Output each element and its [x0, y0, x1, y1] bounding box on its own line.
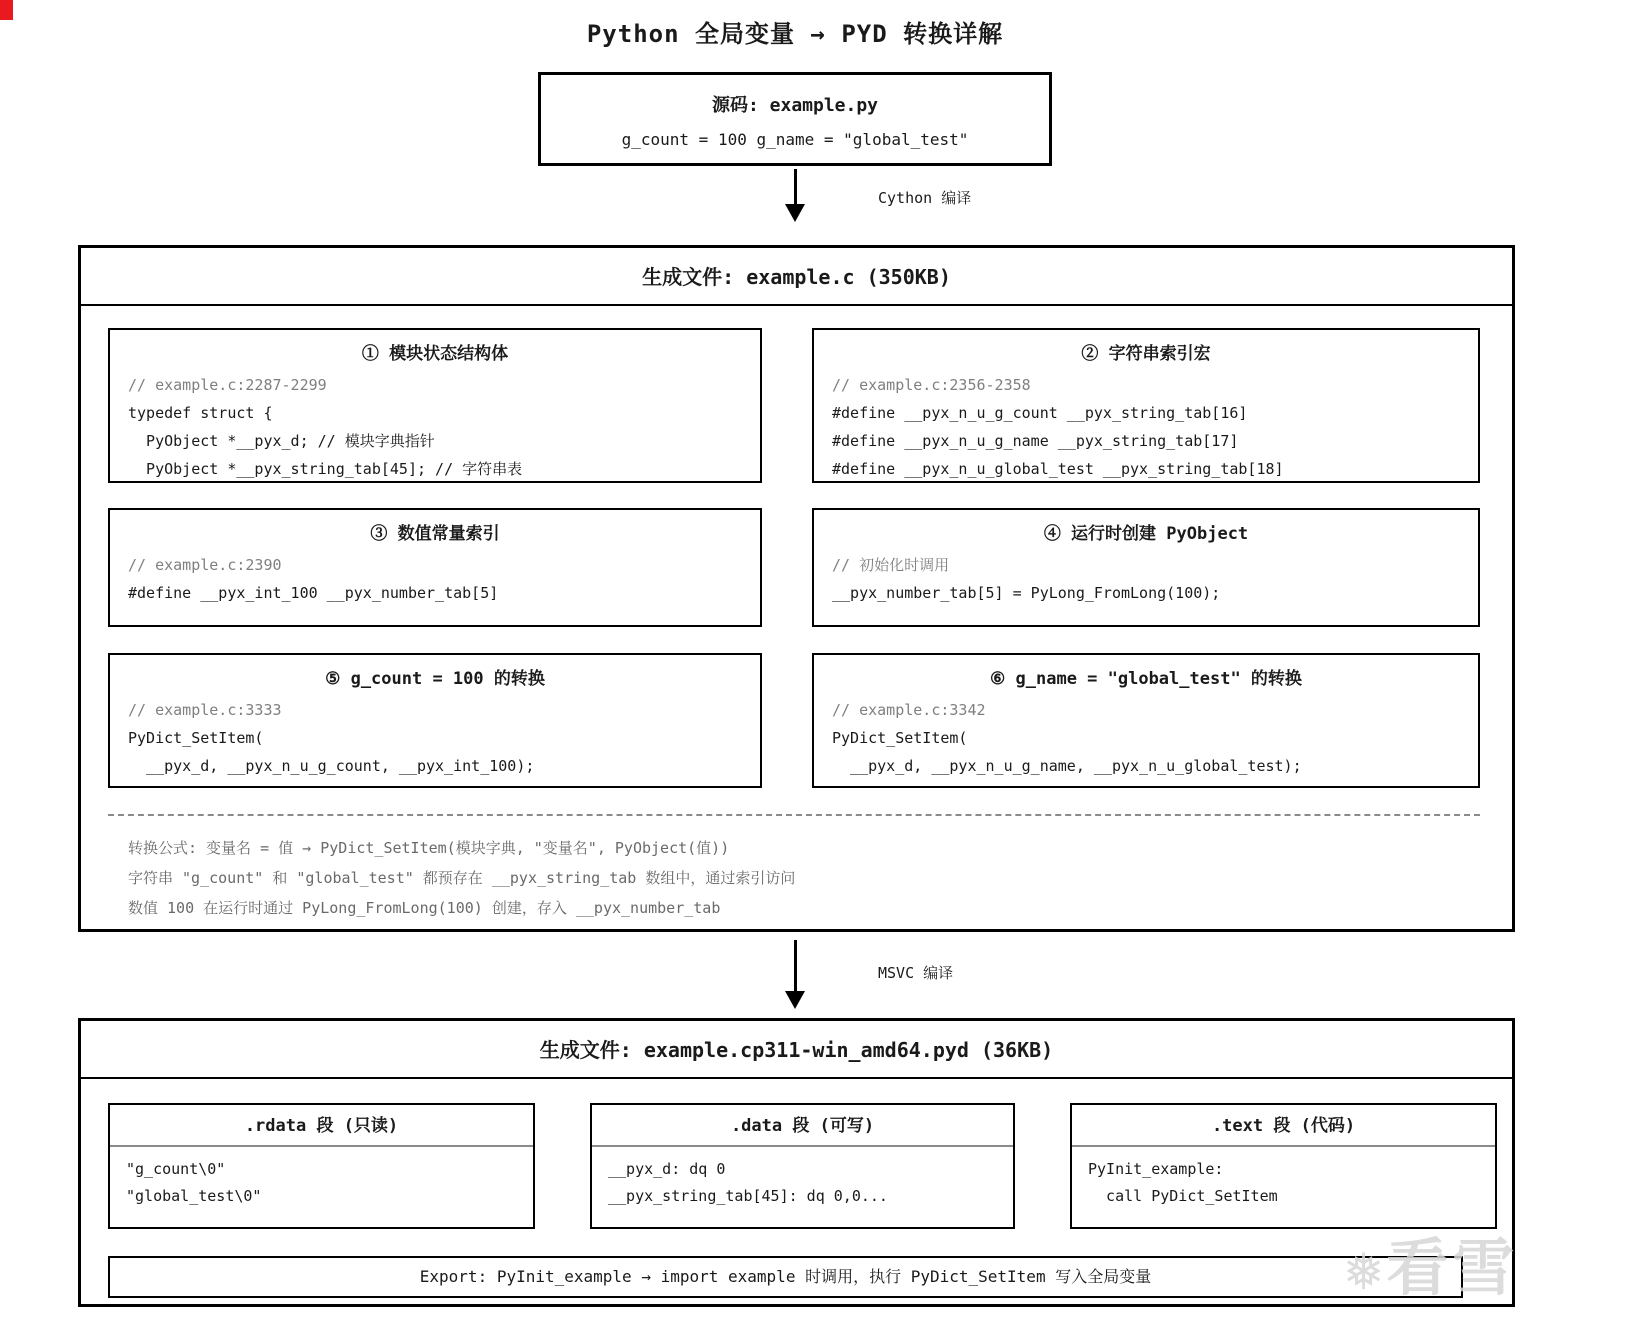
code-line: __pyx_d, __pyx_n_u_g_name, __pyx_n_u_global_test); — [832, 757, 1302, 775]
code-line: PyDict_SetItem( — [832, 729, 968, 747]
source-box-title: 源码: example.py — [711, 95, 879, 116]
subbox-title: ① 模块状态结构体 — [361, 344, 509, 364]
down-arrow-head-icon — [785, 204, 805, 222]
c-file-title: 生成文件: example.c (350KB) — [81, 248, 1512, 306]
down-arrow-icon — [794, 169, 797, 205]
code-line: PyObject *__pyx_d; // 模块字典指针 — [128, 432, 435, 450]
pyd-file-title: 生成文件: example.cp311-win_amd64.pyd (36KB) — [81, 1021, 1512, 1079]
runtime-pyobject-box — [812, 508, 1480, 627]
data-section-box — [590, 1103, 1015, 1229]
code-line: #define __pyx_int_100 __pyx_number_tab[5] — [128, 584, 499, 602]
pyd-file-box — [78, 1018, 1515, 1307]
section-title: .text 段 (代码) — [1072, 1105, 1495, 1147]
dashed-divider — [108, 814, 1480, 816]
section-line: __pyx_string_tab[45]: dq 0,0... — [608, 1187, 888, 1205]
source-box — [538, 72, 1052, 166]
code-comment: // example.c:2356-2358 — [832, 376, 1031, 394]
number-const-index-box — [108, 508, 762, 627]
section-line: call PyDict_SetItem — [1088, 1187, 1278, 1205]
source-code-line: g_count = 100 g_name = "global_test" — [621, 130, 969, 149]
c-file-box — [78, 245, 1515, 932]
section-line: PyInit_example: — [1088, 1160, 1224, 1178]
code-line: typedef struct { — [128, 404, 273, 422]
code-line: PyObject *__pyx_string_tab[45]; // 字符串表 — [128, 460, 523, 478]
code-comment: // example.c:2390 — [128, 556, 282, 574]
code-line: #define __pyx_n_u_global_test __pyx_string_tab[18] — [832, 460, 1284, 478]
subbox-title: ⑤ g_count = 100 的转换 — [325, 669, 545, 689]
g-count-conversion-box — [108, 653, 762, 788]
code-line: #define __pyx_n_u_g_name __pyx_string_tab[17] — [832, 432, 1239, 450]
code-line: __pyx_d, __pyx_n_u_g_count, __pyx_int_100); — [128, 757, 535, 775]
subbox-title: ③ 数值常量索引 — [370, 524, 500, 544]
subbox-title: ⑥ g_name = "global_test" 的转换 — [990, 669, 1302, 689]
code-line: #define __pyx_n_u_g_count __pyx_string_tab[16] — [832, 404, 1248, 422]
section-line: "g_count\0" — [126, 1160, 226, 1178]
code-line: __pyx_number_tab[5] = PyLong_FromLong(100); — [832, 584, 1221, 602]
kanxue-watermark — [1345, 1218, 1518, 1307]
snowflake-icon: ❅ — [1345, 1231, 1387, 1304]
code-comment: // 初始化时调用 — [832, 556, 950, 574]
note-line: 数值 100 在运行时通过 PyLong_FromLong(100) 创建，存入 __pyx_number_tab — [128, 899, 721, 917]
code-line: PyDict_SetItem( — [128, 729, 264, 747]
export-note-bar: Export: PyInit_example → import example 时调用，执行 PyDict_SetItem 写入全局变量 — [108, 1256, 1463, 1298]
subbox-title: ④ 运行时创建 PyObject — [1043, 524, 1249, 544]
string-index-macro-box — [812, 328, 1480, 483]
code-comment: // example.c:2287-2299 — [128, 376, 327, 394]
cython-compile-label: Cython 编译 — [878, 189, 972, 207]
text-section-box — [1070, 1103, 1497, 1229]
note-line: 字符串 "g_count" 和 "global_test" 都预存在 __pyx_string_tab 数组中，通过索引访问 — [128, 869, 796, 887]
down-arrow-head-icon — [785, 991, 805, 1009]
section-title: .rdata 段 (只读) — [110, 1105, 533, 1147]
section-line: "global_test\0" — [126, 1187, 262, 1205]
watermark-text: 看雪 — [1386, 1231, 1519, 1304]
subbox-title: ② 字符串索引宏 — [1081, 344, 1211, 364]
g-name-conversion-box — [812, 653, 1480, 788]
code-comment: // example.c:3333 — [128, 701, 282, 719]
code-comment: // example.c:3342 — [832, 701, 986, 719]
section-line: __pyx_d: dq 0 — [608, 1160, 726, 1178]
conversion-notes — [128, 833, 795, 923]
note-line: 转换公式: 变量名 = 值 → PyDict_SetItem(模块字典, "变量名", PyObject(值)) — [128, 839, 730, 857]
down-arrow-icon — [794, 940, 797, 992]
section-title: .data 段 (可写) — [592, 1105, 1013, 1147]
rdata-section-box — [108, 1103, 535, 1229]
module-state-struct-box — [108, 328, 762, 483]
msvc-compile-label: MSVC 编译 — [878, 964, 954, 982]
page-title: Python 全局变量 → PYD 转换详解 — [586, 20, 1004, 48]
